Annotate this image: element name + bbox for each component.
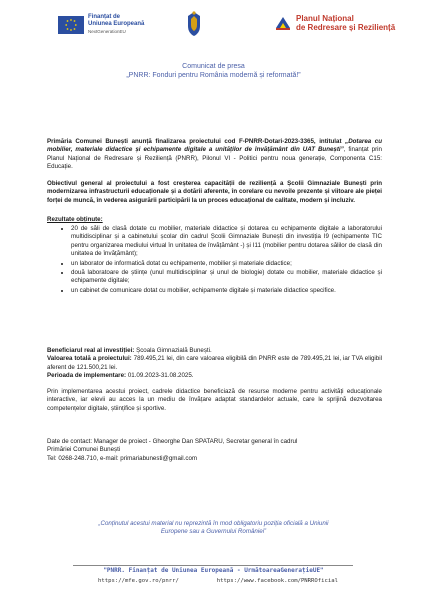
contact-line3: Tel: 0268-248.710, e-mail: primariabunesti@gmail.com — [47, 454, 198, 462]
eu-logo-line2: Uniunea Europeană — [88, 21, 145, 27]
intro-text-c: , finanțat prin Planul Național de Redresare și Reziliență (PNRR), Pilonul VI - Politici pentru noua generație, Componenta C15: Educație. — [47, 146, 382, 171]
pnrr-logo-line1: Planul Național — [296, 14, 354, 23]
disclaimer-line1: „Conținutul acestui material nu reprezintă în mod obligatoriu poziția oficială a Uniunii — [98, 520, 329, 527]
beneficiary-value: Școala Gimnazială Bunești. — [134, 347, 212, 354]
total-value-text: 789.495,21 lei, din care valoarea eligibilă din PNRR este de 789.495,21 lei, iar TVA eligibil aferent de 121.500,21 lei. — [47, 355, 382, 371]
objective-paragraph: Obiectivul general al proiectului a fost creșterea capacității de reziliență a Școlii Gimnaziale Bunești prin modernizarea infrastructurii educaționale și a dotării aferente, în corelare cu nevoile prezente și viitoare ale pieței forței de muncă, în vederea asigurării participării la un proces educațional de calitate, modern și incluziv. — [47, 180, 382, 204]
project-title: „Dotarea cu mobilier, materiale didactice și echipamente digitale a unităților de învățământ din UAT Bunești” — [47, 138, 383, 154]
footer-divider — [73, 565, 353, 566]
pnrr-logo-line2: de Redresare și Reziliență — [296, 23, 396, 32]
footer-link-mfe[interactable]: https://mfe.gov.ro/pnrr/ — [98, 578, 179, 584]
eu-logo-line3: NextGenerationEU — [88, 29, 126, 34]
list-item: • două laboratoare de științe (unul multidisciplinar și unul de biologie) dotate cu mobilier, materiale didactice și echipamente digitale; — [71, 269, 382, 286]
title-line1: Comunicat de presa — [182, 63, 245, 70]
intro-paragraph — [47, 138, 382, 172]
beneficiary-label: Beneficiarul real al investiției: — [47, 347, 135, 354]
contact-line1: Date de contact: Manager de proiect - Gheorghe Dan SPATARU, Secretar general în cadrul — [47, 438, 298, 445]
header-logos — [58, 14, 399, 44]
contact-block — [47, 438, 382, 463]
results-list — [47, 225, 382, 296]
period-label: Perioada de implementare: — [47, 372, 127, 380]
period-value: 01.09.2023-31.08.2025. — [126, 372, 194, 380]
list-item: • un laborator de informatică dotat cu echipamente, mobilier și materiale didactice; — [71, 260, 382, 268]
eu-logo-line1: Finanțat de — [88, 14, 121, 20]
title-line2: „PNRR: Fonduri pentru România modernă și reformată!” — [126, 72, 301, 79]
disclaimer-line2: Europene sau a Guvernului României” — [160, 528, 267, 536]
list-item: • 20 de săli de clasă dotate cu mobilier, materiale didactice și dotarea cu echipamente digitale a laboratorului multidisciplinar și a cabinetului școlar din cadrul Școlii Gimnaziale Bunești din investiția I9 (echipamente TIC pentru organizarea mediului virtual în unitatea de învățământ -) și I11 (mobilier pentru dotarea sălilor de clasă din unitatea de învățământ); — [71, 225, 382, 259]
eu-flag-icon — [58, 16, 84, 34]
footer-title: "PNRR. Finanțat de Uniunea Europeană - UrmătoareaGenerațieUE" — [103, 567, 324, 574]
impact-paragraph: Prin implementarea acestui proiect, cadrele didactice beneficiază de resurse moderne pentru activități educaționale interactive, iar elevii au acces la un mediu de învățare adaptat standardelor actuale, care le sprijină dezvoltarea competențelor digitale, științifice și sportive. — [47, 388, 382, 412]
footer-links — [98, 578, 338, 584]
results-heading: Rezultate obținute: — [47, 216, 103, 223]
contact-line2: Primăriei Comunei Bunești — [47, 446, 121, 454]
beneficiary-block — [47, 347, 382, 381]
eu-funding-logo — [58, 14, 144, 35]
pnrr-mark-icon — [274, 14, 292, 32]
footer-link-facebook[interactable]: https://www.facebook.com/PNRROficial — [216, 578, 338, 584]
total-value-label: Valoarea totală a proiectului: — [47, 355, 132, 363]
intro-text-a: Primăria Comunei Bunești anunță finalizarea proiectului cod F-PNRR-Dotari-2023-3365, intitulat — [47, 138, 346, 145]
disclaimer — [60, 520, 367, 537]
government-coat-of-arms-icon — [184, 10, 204, 38]
press-release-title — [0, 62, 427, 80]
list-item: • un cabinet de comunicare dotat cu mobilier, echipamente digitale și materiale didactice specifice. — [71, 287, 382, 295]
pnrr-logo — [274, 14, 395, 32]
